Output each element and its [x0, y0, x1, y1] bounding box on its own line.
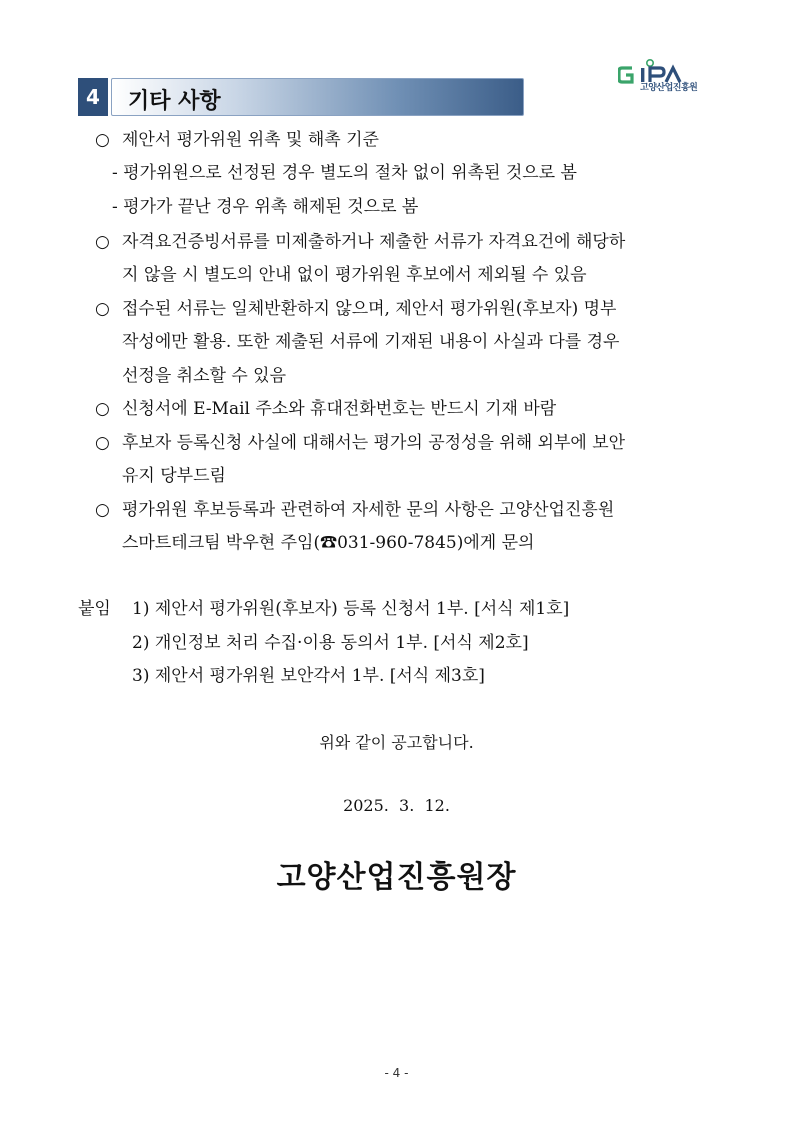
closing-text: 위와 같이 공고합니다. — [319, 733, 474, 752]
bullet-2: ○ — [95, 232, 110, 252]
notice-date: 2025. 3. 12. — [343, 796, 450, 815]
section-header — [78, 78, 524, 116]
attachment-3: 3) 제안서 평가위원 보안각서 1부. [서식 제3호] — [132, 666, 485, 686]
item-1-sub-1: - 평가위원으로 선정된 경우 별도의 절차 없이 위촉된 것으로 봄 — [112, 163, 577, 183]
item-1-line-1: 제안서 평가위원 위촉 및 해촉 기준 — [122, 130, 379, 150]
page-number: - 4 - — [384, 1066, 409, 1080]
bullet-3: ○ — [95, 299, 110, 319]
item-6-line-1: 평가위원 후보등록과 관련하여 자세한 문의 사항은 고양산업진흥원 — [122, 500, 615, 520]
section-number: 4 — [78, 78, 108, 116]
item-3-line-3: 선정을 취소할 수 있음 — [122, 366, 287, 386]
bullet-5: ○ — [95, 433, 110, 453]
item-3-line-1: 접수된 서류는 일체반환하지 않으며, 제안서 평가위원(후보자) 명부 — [122, 299, 617, 319]
attachment-1: 1) 제안서 평가위원(후보자) 등록 신청서 1부. [서식 제1호] — [132, 599, 570, 619]
item-6-line-2: 스마트테크팀 박우현 주임(☎031-960-7845)에게 문의 — [122, 533, 535, 553]
section-title-bar — [111, 78, 524, 116]
bullet-4: ○ — [95, 399, 110, 419]
item-2-line-1: 자격요건증빙서류를 미제출하거나 제출한 서류가 자격요건에 해당하 — [122, 232, 626, 252]
attachment-2: 2) 개인정보 처리 수집·이용 동의서 1부. [서식 제2호] — [132, 633, 529, 653]
attachments-label: 붙임 — [78, 599, 111, 619]
item-2-line-2: 지 않을 시 별도의 안내 없이 평가위원 후보에서 제외될 수 있음 — [122, 265, 587, 285]
item-3-line-2: 작성에만 활용. 또한 제출된 서류에 기재된 내용이 사실과 다를 경우 — [122, 332, 620, 352]
item-1-sub-2: - 평가가 끝난 경우 위촉 해제된 것으로 봄 — [112, 197, 419, 217]
issuer-name: 고양산업진흥원장 — [276, 860, 517, 895]
section-title: 기타 사항 — [128, 89, 221, 114]
bullet-1: ○ — [95, 130, 110, 150]
logo-text: 고양산업진흥원 — [640, 83, 698, 93]
item-5-line-2: 유지 당부드림 — [122, 466, 226, 486]
item-5-line-1: 후보자 등록신청 사실에 대해서는 평가의 공정성을 위해 외부에 보안 — [122, 433, 626, 453]
item-4-line-1: 신청서에 E-Mail 주소와 휴대전화번호는 반드시 기재 바람 — [122, 399, 557, 419]
bullet-6: ○ — [95, 500, 110, 520]
